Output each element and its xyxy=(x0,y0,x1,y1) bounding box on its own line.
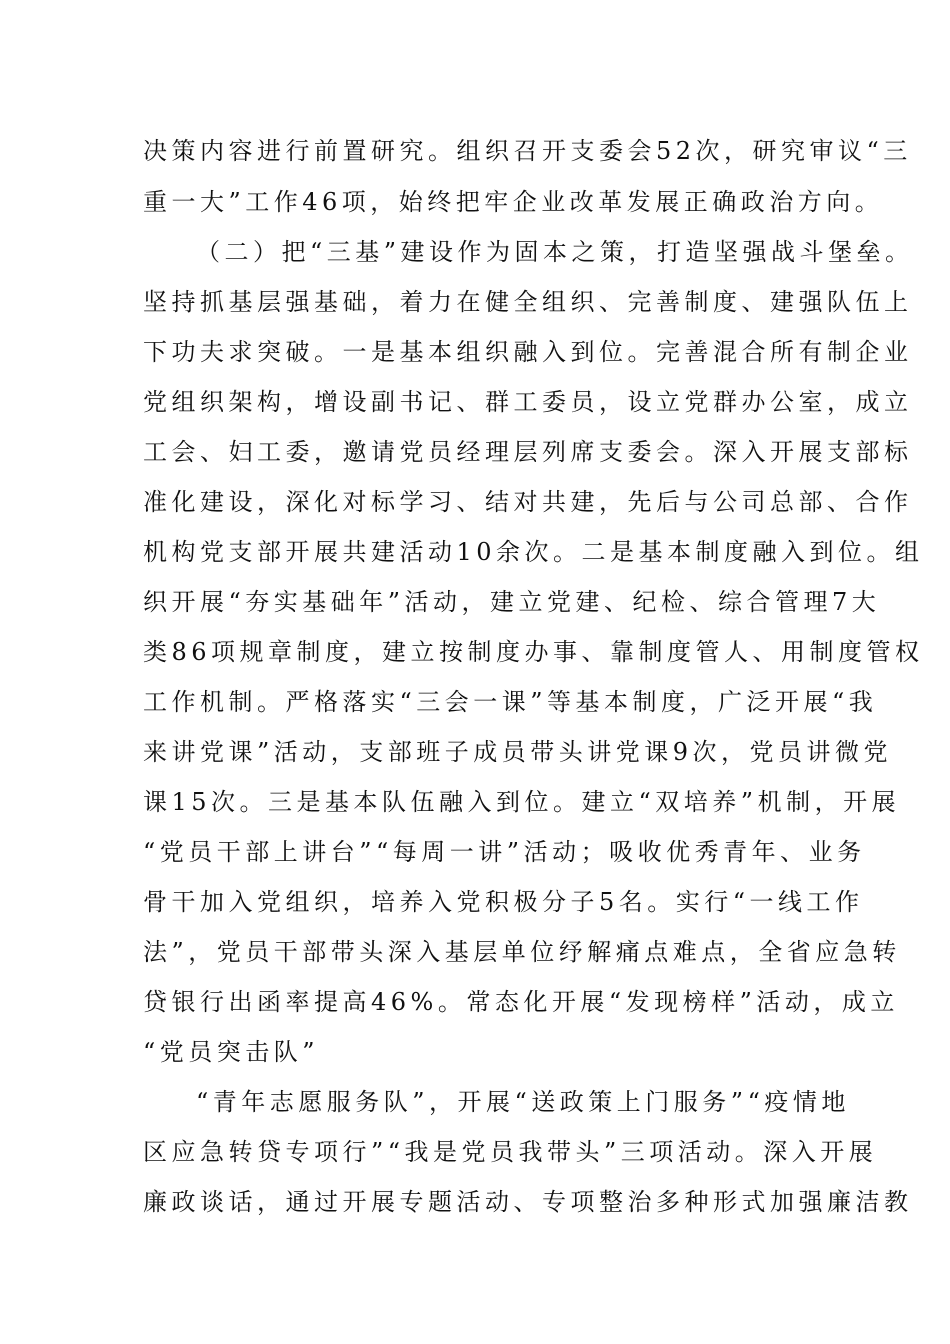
text-line: 织开展“夯实基础年”活动，建立党建、纪检、综合管理7大 xyxy=(143,588,881,616)
text-line: 来讲党课”活动，支部班子成员带头讲党课9次，党员讲微党 xyxy=(143,738,893,766)
text-line: 坚持抓基层强基础，着力在健全组织、完善制度、建强队伍上 xyxy=(143,288,913,316)
text-line: 决策内容进行前置研究。组织召开支委会52次，研究审议“三 xyxy=(143,137,912,165)
text-line: “党员突击队” xyxy=(143,1038,320,1066)
text-line: “青年志愿服务队”，开展“送政策上门服务”“疫情地 xyxy=(196,1088,850,1116)
text-line: 工作机制。严格落实“三会一课”等基本制度，广泛开展“我 xyxy=(143,688,878,716)
text-line: 下功夫求突破。一是基本组织融入到位。完善混合所有制企业 xyxy=(143,338,913,366)
text-line: 类86项规章制度，建立按制度办事、靠制度管人、用制度管权 xyxy=(143,638,924,666)
text-line: 党组织架构，增设副书记、群工委员，设立党群办公室，成立 xyxy=(143,388,913,416)
text-line: 廉政谈话，通过开展专题活动、专项整治多种形式加强廉洁教 xyxy=(143,1188,913,1216)
text-line: 贷银行出函率提高46%。常态化开展“发现榜样”活动，成立 xyxy=(143,988,899,1016)
section-heading: （二）把“三基”建设作为固本之策，打造坚强战斗堡垒。 xyxy=(196,238,914,266)
text-line: 工会、妇工委，邀请党员经理层列席支委会。深入开展支部标 xyxy=(143,438,913,466)
text-line: 准化建设，深化对标学习、结对共建，先后与公司总部、合作 xyxy=(143,488,913,516)
text-line: “党员干部上讲台”“每周一讲”活动；吸收优秀青年、业务 xyxy=(143,838,866,866)
text-line: 重一大”工作46项，始终把牢企业改革发展正确政治方向。 xyxy=(143,188,884,216)
text-line: 区应急转贷专项行”“我是党员我带头”三项活动。深入开展 xyxy=(143,1138,878,1166)
text-line: 机构党支部开展共建活动10余次。二是基本制度融入到位。组 xyxy=(143,538,924,566)
text-line: 法”，党员干部带头深入基层单位纾解痛点难点，全省应急转 xyxy=(143,938,901,966)
text-line: 课15次。三是基本队伍融入到位。建立“双培养”机制，开展 xyxy=(143,788,901,816)
text-line: 骨干加入党组织，培养入党积极分子5名。实行“一线工作 xyxy=(143,888,864,916)
